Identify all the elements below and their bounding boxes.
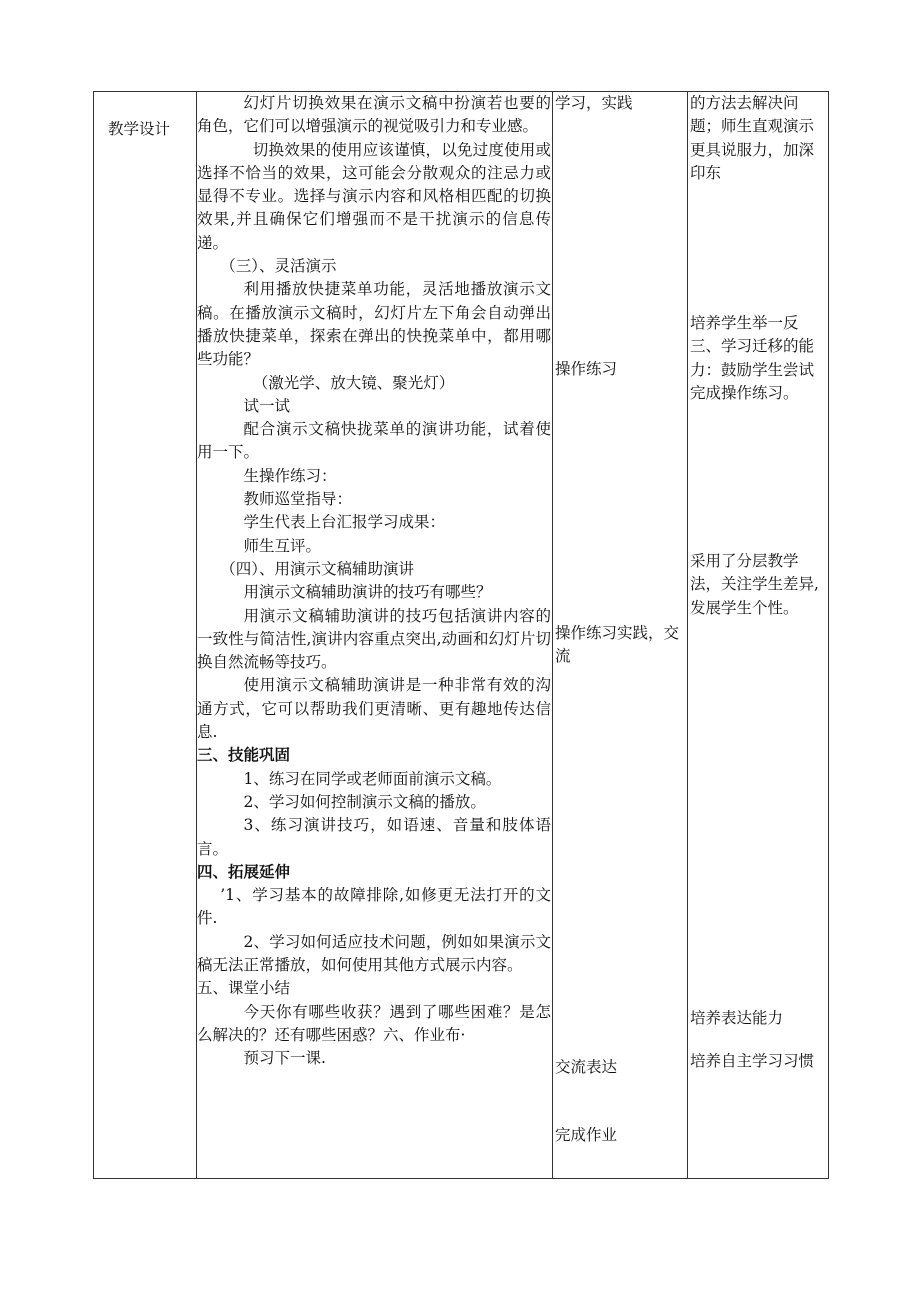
content-paragraph: 教师巡堂指导： <box>243 490 353 509</box>
activity-note: 交流表达 <box>555 1058 618 1076</box>
activity-note: 学习，实践 <box>555 94 633 112</box>
content-paragraph: 2、学习如何控制演示文稿的播放。 <box>243 792 486 811</box>
content-paragraph: 1、练习在同学或老师面前演示文稿。 <box>243 769 502 788</box>
content-paragraph: 试一试 <box>243 396 291 415</box>
column-divider-3 <box>687 91 688 1179</box>
content-paragraph: 使用演示文稿辅助演讲是一种非常有效的沟通方式，它可以帮助我们更清晰、更有趣地传达信息. <box>197 676 551 742</box>
content-paragraph: 幻灯片切换效果在演示文稿中扮演若也要的角色，它们可以增强演示的视觉吸引力和专业感。 <box>197 94 551 136</box>
teaching-content <box>197 92 551 1070</box>
content-paragraph: 配合演示文稿快拢菜单的演讲功能，试着使用一下。 <box>197 420 551 462</box>
content-paragraph: 利用播放快捷菜单功能，灵活地播放演示文稿。在播放演示文稿时，幻灯片左下角会自动弹出播放快捷菜单，探索在弹出的快挽菜单中，都用哪些功能？ <box>197 280 551 369</box>
intent-note: 的方法去解决问题；师生直观演示更具说服力，加深印东 <box>690 94 815 182</box>
activity-note: 操作练习实践，交流 <box>555 624 680 666</box>
content-paragraph: 师生互评。 <box>243 536 322 555</box>
content-paragraph: ’1、学习基本的故障排除,如修更无法打开的文件. <box>197 886 551 928</box>
row-label: 教学设计 <box>108 120 171 138</box>
content-paragraph: 学生代表上台汇报学习成果： <box>243 513 446 532</box>
content-paragraph: 用演示文稿辅助演讲的技巧有哪些？ <box>243 583 492 602</box>
intent-note: 培养表达能力 <box>690 1009 784 1027</box>
column-divider-2 <box>552 91 553 1179</box>
intent-note: 采用了分层教学法，关注学生差异,发展学生个性。 <box>690 552 819 617</box>
section-heading: 四、拓展延伸 <box>197 862 291 881</box>
content-paragraph: （激光学、放大镜、聚光灯） <box>252 373 455 392</box>
activity-note: 完成作业 <box>555 1126 618 1144</box>
intent-note: 培养自主学习习惯 <box>690 1052 815 1070</box>
content-paragraph: 今天你有哪些收获？遇到了哪些困难？是怎么解决的？还有哪些困惑？六、作业布· <box>197 1002 551 1044</box>
content-paragraph: （四）、用演示文稿辅助演讲 <box>220 559 415 578</box>
content-paragraph: 用演示文稿辅助演讲的技巧包括演讲内容的一致性与简洁性,演讲内容重点突出,动画和幻灯片切换自然流畅等技巧。 <box>197 606 551 672</box>
content-paragraph: 五、课堂小结 <box>197 979 291 998</box>
content-paragraph: 预习下一课. <box>243 1049 326 1068</box>
content-paragraph: （三）、灵活演示 <box>220 257 337 276</box>
intent-note: 培养学生举一反三、学习迁移的能力：鼓励学生尝试完成操作练习。 <box>690 314 815 402</box>
activity-note: 操作练习 <box>555 360 618 378</box>
section-heading: 三、技能巩固 <box>197 746 291 765</box>
content-paragraph: 切换效果的使用应该谨慎，以免过度使用或选择不恰当的效果，这可能会分散观众的注忌力或显得不专业。选择与演示内容和风格相匹配的切换效果,并且确保它们增强而不是干扰演示的信息传递。 <box>197 140 551 252</box>
content-paragraph: 3、练习演讲技巧，如语速、音量和肢体语言。 <box>197 816 551 858</box>
content-paragraph: 生操作练习： <box>243 466 337 485</box>
content-paragraph: 2、学习如何适应技术问题，例如如果演示文稿无法正常播放，如何使用其他方式展示内容。 <box>197 932 551 974</box>
